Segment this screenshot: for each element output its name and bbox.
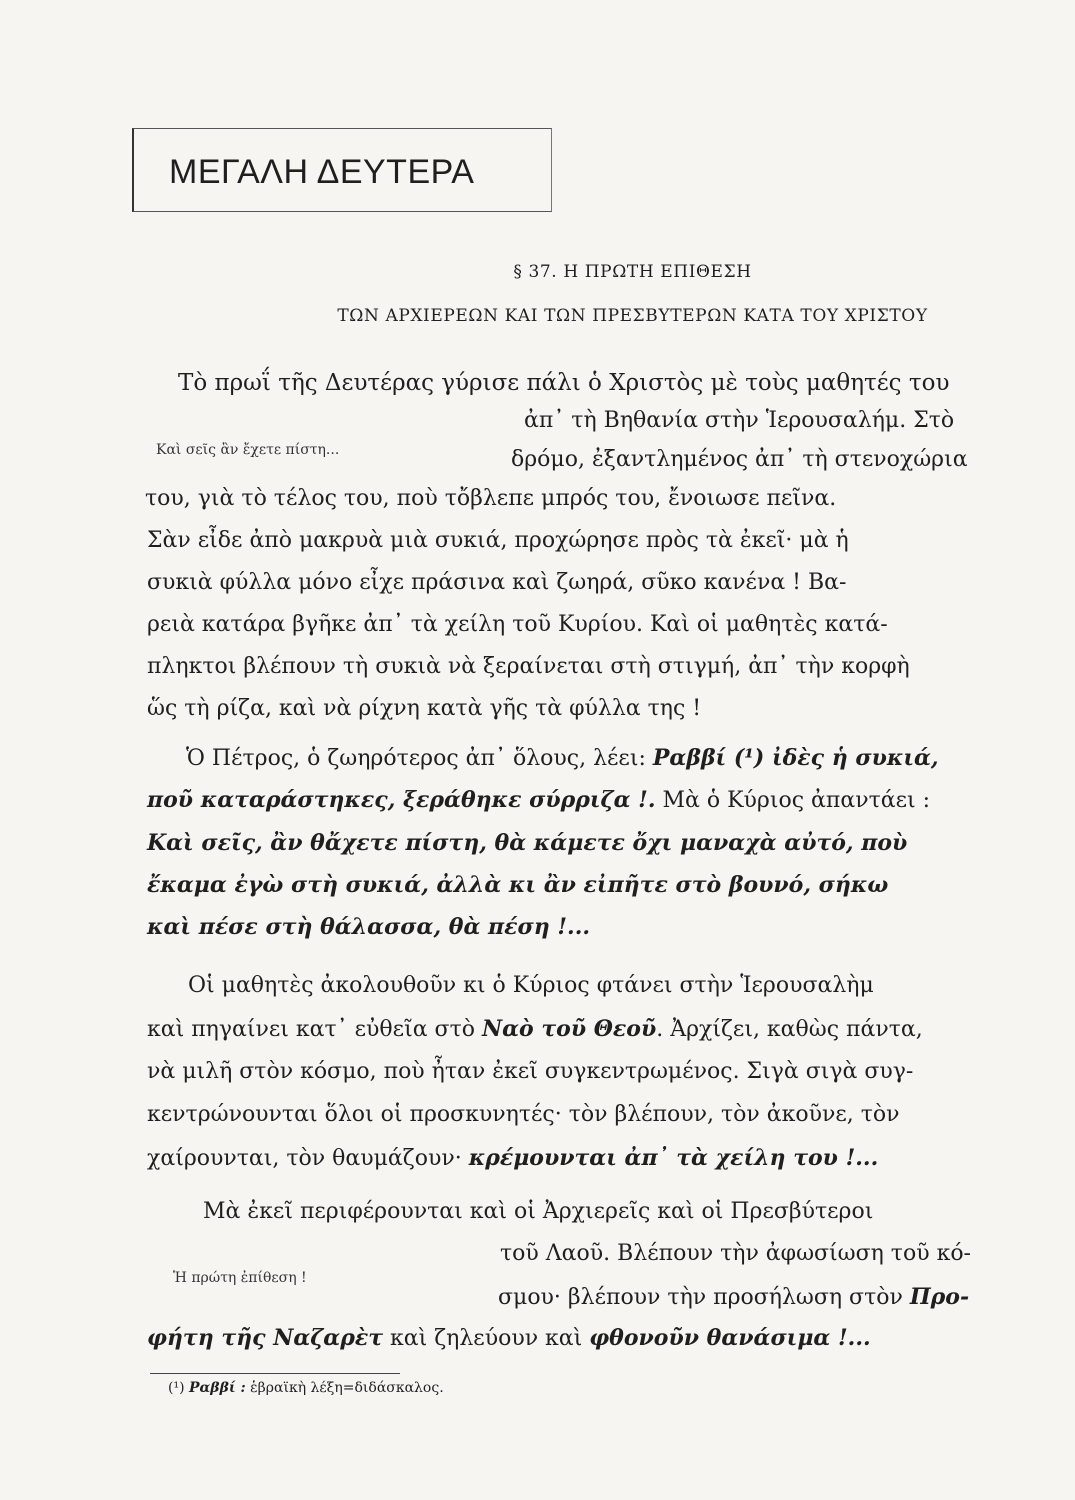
section-title: ΜΕΓΑΛΗ ΔΕΥΤΕΡΑ — [169, 153, 475, 191]
section-title-box — [132, 128, 552, 212]
emphasis-text: ποῦ καταράστηκες, ξεράθηκε σύρριζα !. — [147, 787, 656, 813]
text-line-9: ὥς τὴ ρίζα, καὶ νὰ ρίχνη κατὰ γῆς τὰ φύλλα της ! — [147, 696, 702, 721]
text-line-2: ἀπ᾿ τὴ Βηθανία στὴν Ἱερουσαλήμ. Στὸ — [524, 408, 955, 433]
text-line-4: του, γιὰ τὸ τέλος του, ποὺ τὄβλεπε μπρός του, ἔνοιωσε πεῖνα. — [145, 486, 837, 511]
emphasis-text: φήτη τῆς Ναζαρὲτ — [147, 1325, 384, 1351]
text-segment: σμου· βλέπουν τὴν προσήλωση στὸν — [498, 1285, 910, 1310]
emphasis-text: Προ- — [909, 1284, 970, 1310]
text-line-3: δρόμο, ἐξαντλημένος ἀπ᾿ τὴ στενοχώρια — [511, 447, 968, 472]
text-segment: χαίρουνται, τὸν θαυμάζουν· — [147, 1146, 469, 1171]
text-line-5: Σὰν εἶδε ἀπὸ μακρυὰ μιὰ συκιά, προχώρησε πρὸς τὰ ἐκεῖ· μὰ ἡ — [147, 528, 849, 553]
emphasis-text: Ναὸ τοῦ Θεοῦ — [481, 1016, 657, 1042]
text-line-23 — [147, 1327, 871, 1350]
footnote-term: Ραββί : — [189, 1380, 246, 1396]
text-segment: καὶ πηγαίνει κατ᾿ εὐθεῖα στὸ — [147, 1017, 482, 1042]
footnote-divider — [150, 1373, 400, 1374]
emphasis-text: Ραββί (¹) ἰδὲς ἡ συκιά, — [652, 745, 939, 771]
text-line-17: νὰ μιλῆ στὸν κόσμο, ποὺ ἦταν ἐκεῖ συγκεντρωμένος. Σιγὰ σιγὰ συγ- — [147, 1059, 914, 1084]
text-line-8: πληκτοι βλέπουν τὴ συκιὰ νὰ ξεραίνεται στὴ στιγμή, ἀπ᾿ τὴν κορφὴ — [147, 654, 910, 679]
chapter-heading-number: § 37. Η ΠΡΩΤΗ ΕΠΙΘΕΣΗ — [513, 262, 752, 282]
footnote-text: ἑβραϊκὴ λέξη=διδάσκαλος. — [245, 1380, 444, 1396]
text-line-13: ἔκαμα ἐγὼ στὴ συκιά, ἀλλὰ κι ἂν εἰπῆτε στὸ βουνό, σήκω — [147, 872, 889, 898]
text-line-22 — [498, 1286, 969, 1309]
side-note-2: Ἡ πρώτη ἐπίθεση ! — [173, 1270, 307, 1286]
text-line-21: τοῦ Λαοῦ. Βλέπουν τὴν ἀφωσίωση τοῦ κό- — [500, 1241, 971, 1266]
text-line-10 — [186, 747, 939, 770]
text-line-12: Καὶ σεῖς, ἂν θἄχετε πίστη, θὰ κάμετε ὄχι μαναχὰ αὐτό, ποὺ — [147, 830, 908, 856]
footnote — [168, 1380, 444, 1396]
text-segment: Ὁ Πέτρος, ὁ ζωηρότερος ἀπ᾿ ὅλους, λέει: — [186, 746, 653, 771]
text-line-1: Τὸ πρωΐ τῆς Δευτέρας γύρισε πάλι ὁ Χριστὸς μὲ τοὺς μαθητές του — [178, 370, 950, 396]
text-line-11 — [147, 789, 930, 812]
text-line-19 — [147, 1147, 878, 1170]
text-segment: Μὰ ὁ Κύριος ἀπαντάει : — [655, 788, 931, 813]
text-segment: . Ἀρχίζει, καθὼς πάντα, — [656, 1017, 923, 1042]
emphasis-text: κρέμουνται ἀπ᾿ τὰ χείλη του !... — [468, 1145, 879, 1171]
text-line-14: καὶ πέσε στὴ θάλασσα, θὰ πέση !... — [147, 914, 591, 940]
text-line-20: Μὰ ἐκεῖ περιφέρουνται καὶ οἱ Ἀρχιερεῖς καὶ οἱ Πρεσβύτεροι — [203, 1199, 874, 1224]
emphasis-text: φθονοῦν θανάσιμα !... — [589, 1325, 871, 1351]
text-line-15: Οἱ μαθητὲς ἀκολουθοῦν κι ὁ Κύριος φτάνει στὴν Ἱερουσαλὴμ — [188, 973, 874, 998]
footnote-marker: (¹) — [168, 1380, 185, 1396]
chapter-heading-title: ΤΩΝ ΑΡΧΙΕΡΕΩΝ ΚΑΙ ΤΩΝ ΠΡΕΣΒΥΤΕΡΩΝ ΚΑΤΑ ΤΟΥ ΧΡΙΣΤΟΥ — [337, 306, 928, 326]
text-line-18: κεντρώνουνται ὅλοι οἱ προσκυνητές· τὸν βλέπουν, τὸν ἀκοῦνε, τὸν — [147, 1102, 900, 1127]
text-line-16 — [147, 1018, 923, 1041]
text-segment: καὶ ζηλεύουν καὶ — [383, 1326, 590, 1351]
text-line-6: συκιὰ φύλλα μόνο εἶχε πράσινα καὶ ζωηρά, σῦκο κανένα ! Βα- — [147, 570, 847, 595]
text-line-7: ρειὰ κατάρα βγῆκε ἀπ᾿ τὰ χείλη τοῦ Κυρίου. Καὶ οἱ μαθητὲς κατά- — [147, 612, 888, 637]
side-note-1: Καὶ σεῖς ἂν ἔχετε πίστη... — [156, 442, 340, 458]
